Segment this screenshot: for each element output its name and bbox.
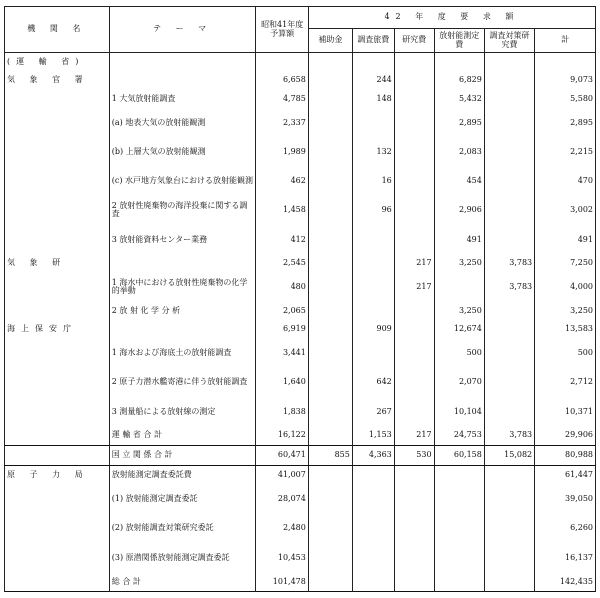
prev-budget-cell: 101,478 bbox=[256, 572, 308, 591]
total-cell: 2,895 bbox=[535, 108, 596, 137]
subsidy-cell bbox=[308, 137, 352, 166]
measurement-cell bbox=[434, 466, 484, 485]
total-cell: 3,002 bbox=[535, 196, 596, 225]
total-cell: 7,250 bbox=[535, 254, 596, 272]
prev-budget-cell: 6,658 bbox=[256, 71, 308, 89]
org-cell bbox=[5, 196, 110, 225]
table-row bbox=[5, 397, 596, 426]
prev-budget-cell: 1,989 bbox=[256, 137, 308, 166]
theme-cell: 1 海水および海底土の放射能調査 bbox=[109, 339, 256, 368]
org-cell: 気 象 研 bbox=[5, 254, 110, 272]
travel-cell bbox=[352, 543, 394, 572]
table-row bbox=[5, 254, 596, 272]
theme-cell: 総 合 計 bbox=[109, 572, 256, 591]
table-row bbox=[5, 302, 596, 320]
investigation-cell bbox=[484, 196, 534, 225]
travel-cell bbox=[352, 339, 394, 368]
measurement-cell: 12,674 bbox=[434, 320, 484, 338]
prev-budget-cell: 2,480 bbox=[256, 514, 308, 543]
total-cell: 2,712 bbox=[535, 368, 596, 397]
investigation-cell bbox=[484, 90, 534, 108]
prev-budget-cell: 1,640 bbox=[256, 368, 308, 397]
total-cell: 80,988 bbox=[535, 445, 596, 466]
travel-cell bbox=[352, 254, 394, 272]
table-row bbox=[5, 108, 596, 137]
theme-cell: (a) 地表大気の放射能観測 bbox=[109, 108, 256, 137]
research-cell bbox=[394, 320, 434, 338]
theme-cell: 放射能測定調査委託費 bbox=[109, 466, 256, 485]
total-cell: 2,215 bbox=[535, 137, 596, 166]
investigation-cell bbox=[484, 53, 534, 72]
subsidy-cell bbox=[308, 466, 352, 485]
header-prev-budget: 昭和41年度予算額 bbox=[256, 7, 308, 53]
header-investigation: 調査対策研究費 bbox=[484, 29, 534, 53]
research-cell bbox=[394, 225, 434, 254]
table-row bbox=[5, 514, 596, 543]
subsidy-cell bbox=[308, 108, 352, 137]
table-row bbox=[5, 466, 596, 485]
theme-cell: 国 立 関 係 合 計 bbox=[109, 445, 256, 466]
table-row bbox=[5, 196, 596, 225]
org-cell bbox=[5, 514, 110, 543]
investigation-cell bbox=[484, 368, 534, 397]
subsidy-cell bbox=[308, 485, 352, 514]
table-row bbox=[5, 485, 596, 514]
research-cell bbox=[394, 485, 434, 514]
measurement-cell bbox=[434, 514, 484, 543]
subsidy-cell bbox=[308, 196, 352, 225]
prev-budget-cell: 1,838 bbox=[256, 397, 308, 426]
research-cell bbox=[394, 572, 434, 591]
measurement-cell bbox=[434, 53, 484, 72]
org-cell: (運 輸 省) bbox=[5, 53, 110, 72]
subsidy-cell bbox=[308, 397, 352, 426]
research-cell bbox=[394, 196, 434, 225]
subsidy-cell bbox=[308, 368, 352, 397]
header-measurement: 放射能測定費 bbox=[434, 29, 484, 53]
theme-cell: 運 輸 省 合 計 bbox=[109, 426, 256, 445]
travel-cell: 244 bbox=[352, 71, 394, 89]
table-row bbox=[5, 572, 596, 591]
subsidy-cell bbox=[308, 254, 352, 272]
measurement-cell: 2,070 bbox=[434, 368, 484, 397]
travel-cell: 16 bbox=[352, 167, 394, 196]
measurement-cell: 10,104 bbox=[434, 397, 484, 426]
prev-budget-cell: 4,785 bbox=[256, 90, 308, 108]
travel-cell: 4,363 bbox=[352, 445, 394, 466]
table-row bbox=[5, 543, 596, 572]
theme-cell bbox=[109, 71, 256, 89]
prev-budget-cell: 2,337 bbox=[256, 108, 308, 137]
measurement-cell bbox=[434, 543, 484, 572]
prev-budget-cell: 3,441 bbox=[256, 339, 308, 368]
measurement-cell: 6,829 bbox=[434, 71, 484, 89]
travel-cell bbox=[352, 273, 394, 302]
total-cell: 10,371 bbox=[535, 397, 596, 426]
subsidy-cell bbox=[308, 543, 352, 572]
theme-cell: (3) 原潜関係放射能測定調査委託 bbox=[109, 543, 256, 572]
theme-cell: (c) 水戸地方気象台における放射能観測 bbox=[109, 167, 256, 196]
theme-cell: (1) 放射能測定調査委託 bbox=[109, 485, 256, 514]
investigation-cell bbox=[484, 137, 534, 166]
research-cell: 530 bbox=[394, 445, 434, 466]
investigation-cell bbox=[484, 514, 534, 543]
total-cell: 5,580 bbox=[535, 90, 596, 108]
investigation-cell bbox=[484, 71, 534, 89]
travel-cell: 267 bbox=[352, 397, 394, 426]
research-cell bbox=[394, 397, 434, 426]
investigation-cell bbox=[484, 339, 534, 368]
measurement-cell bbox=[434, 273, 484, 302]
table-row bbox=[5, 71, 596, 89]
travel-cell: 132 bbox=[352, 137, 394, 166]
investigation-cell bbox=[484, 302, 534, 320]
subsidy-cell: 855 bbox=[308, 445, 352, 466]
table-body bbox=[5, 53, 596, 592]
org-cell bbox=[5, 445, 110, 466]
research-cell bbox=[394, 302, 434, 320]
measurement-cell: 3,250 bbox=[434, 254, 484, 272]
subsidy-cell bbox=[308, 90, 352, 108]
prev-budget-cell bbox=[256, 53, 308, 72]
subsidy-cell bbox=[308, 273, 352, 302]
research-cell: 217 bbox=[394, 254, 434, 272]
org-cell bbox=[5, 426, 110, 445]
org-cell bbox=[5, 108, 110, 137]
org-cell bbox=[5, 572, 110, 591]
investigation-cell: 15,082 bbox=[484, 445, 534, 466]
investigation-cell bbox=[484, 167, 534, 196]
research-cell bbox=[394, 167, 434, 196]
investigation-cell bbox=[484, 572, 534, 591]
total-cell: 491 bbox=[535, 225, 596, 254]
travel-cell: 148 bbox=[352, 90, 394, 108]
table-row bbox=[5, 167, 596, 196]
header-travel: 調査旅費 bbox=[352, 29, 394, 53]
research-cell bbox=[394, 368, 434, 397]
measurement-cell: 24,753 bbox=[434, 426, 484, 445]
investigation-cell: 3,783 bbox=[484, 426, 534, 445]
research-cell: 217 bbox=[394, 426, 434, 445]
subsidy-cell bbox=[308, 514, 352, 543]
table-row bbox=[5, 339, 596, 368]
research-cell bbox=[394, 108, 434, 137]
research-cell bbox=[394, 71, 434, 89]
investigation-cell bbox=[484, 320, 534, 338]
travel-cell: 1,153 bbox=[352, 426, 394, 445]
measurement-cell: 2,906 bbox=[434, 196, 484, 225]
theme-cell: 1 大気放射能調査 bbox=[109, 90, 256, 108]
theme-cell bbox=[109, 320, 256, 338]
investigation-cell bbox=[484, 543, 534, 572]
org-cell bbox=[5, 167, 110, 196]
measurement-cell: 5,432 bbox=[434, 90, 484, 108]
prev-budget-cell: 1,458 bbox=[256, 196, 308, 225]
header-total: 計 bbox=[535, 29, 596, 53]
travel-cell: 96 bbox=[352, 196, 394, 225]
research-cell bbox=[394, 339, 434, 368]
budget-table bbox=[4, 6, 596, 592]
prev-budget-cell: 28,074 bbox=[256, 485, 308, 514]
table-row bbox=[5, 368, 596, 397]
investigation-cell: 3,783 bbox=[484, 254, 534, 272]
subsidy-cell bbox=[308, 53, 352, 72]
investigation-cell bbox=[484, 225, 534, 254]
org-cell bbox=[5, 485, 110, 514]
table-row bbox=[5, 273, 596, 302]
measurement-cell: 60,158 bbox=[434, 445, 484, 466]
header-subsidy: 補助金 bbox=[308, 29, 352, 53]
org-cell: 海上保安庁 bbox=[5, 320, 110, 338]
travel-cell bbox=[352, 302, 394, 320]
org-cell bbox=[5, 397, 110, 426]
research-cell bbox=[394, 466, 434, 485]
measurement-cell bbox=[434, 572, 484, 591]
org-cell bbox=[5, 339, 110, 368]
header-research: 研究費 bbox=[394, 29, 434, 53]
measurement-cell: 454 bbox=[434, 167, 484, 196]
table-row bbox=[5, 445, 596, 466]
org-cell bbox=[5, 225, 110, 254]
theme-cell bbox=[109, 254, 256, 272]
subsidy-cell bbox=[308, 572, 352, 591]
total-cell bbox=[535, 53, 596, 72]
investigation-cell: 3,783 bbox=[484, 273, 534, 302]
travel-cell bbox=[352, 466, 394, 485]
total-cell: 4,000 bbox=[535, 273, 596, 302]
total-cell: 29,906 bbox=[535, 426, 596, 445]
org-cell bbox=[5, 368, 110, 397]
research-cell bbox=[394, 514, 434, 543]
travel-cell bbox=[352, 514, 394, 543]
prev-budget-cell: 2,065 bbox=[256, 302, 308, 320]
prev-budget-cell: 480 bbox=[256, 273, 308, 302]
total-cell: 142,435 bbox=[535, 572, 596, 591]
prev-budget-cell: 10,453 bbox=[256, 543, 308, 572]
theme-cell: 2 放 射 化 学 分 析 bbox=[109, 302, 256, 320]
org-cell: 気 象 官 署 bbox=[5, 71, 110, 89]
total-cell: 6,260 bbox=[535, 514, 596, 543]
prev-budget-cell: 6,919 bbox=[256, 320, 308, 338]
org-cell: 原 子 力 局 bbox=[5, 466, 110, 485]
research-cell bbox=[394, 90, 434, 108]
subsidy-cell bbox=[308, 167, 352, 196]
research-cell bbox=[394, 543, 434, 572]
table-row bbox=[5, 53, 596, 72]
org-cell bbox=[5, 90, 110, 108]
travel-cell bbox=[352, 225, 394, 254]
prev-budget-cell: 412 bbox=[256, 225, 308, 254]
theme-cell: 2 原子力潜水艦寄港に伴う放射能調査 bbox=[109, 368, 256, 397]
travel-cell: 909 bbox=[352, 320, 394, 338]
theme-cell: 3 放射能資料センター業務 bbox=[109, 225, 256, 254]
total-cell: 470 bbox=[535, 167, 596, 196]
subsidy-cell bbox=[308, 71, 352, 89]
investigation-cell bbox=[484, 485, 534, 514]
measurement-cell: 2,083 bbox=[434, 137, 484, 166]
total-cell: 3,250 bbox=[535, 302, 596, 320]
research-cell: 217 bbox=[394, 273, 434, 302]
table-row bbox=[5, 320, 596, 338]
measurement-cell bbox=[434, 485, 484, 514]
investigation-cell bbox=[484, 108, 534, 137]
theme-cell bbox=[109, 53, 256, 72]
table-row bbox=[5, 137, 596, 166]
org-cell bbox=[5, 302, 110, 320]
org-cell bbox=[5, 273, 110, 302]
travel-cell: 642 bbox=[352, 368, 394, 397]
theme-cell: (b) 上層大気の放射能観測 bbox=[109, 137, 256, 166]
table-row bbox=[5, 426, 596, 445]
org-cell bbox=[5, 137, 110, 166]
table-row bbox=[5, 225, 596, 254]
total-cell: 16,137 bbox=[535, 543, 596, 572]
prev-budget-cell: 41,007 bbox=[256, 466, 308, 485]
org-cell bbox=[5, 543, 110, 572]
travel-cell bbox=[352, 485, 394, 514]
theme-cell: 1 海水中における放射性廃棄物の化学的挙動 bbox=[109, 273, 256, 302]
theme-cell: (2) 放射能調査対策研究委託 bbox=[109, 514, 256, 543]
total-cell: 9,073 bbox=[535, 71, 596, 89]
header-org: 機 関 名 bbox=[5, 7, 110, 53]
measurement-cell: 491 bbox=[434, 225, 484, 254]
travel-cell bbox=[352, 572, 394, 591]
header-request-title: 42 年 度 要 求 額 bbox=[308, 7, 595, 29]
prev-budget-cell: 2,545 bbox=[256, 254, 308, 272]
subsidy-cell bbox=[308, 339, 352, 368]
theme-cell: 2 放射性廃棄物の海洋投棄に関する調査 bbox=[109, 196, 256, 225]
measurement-cell: 2,895 bbox=[434, 108, 484, 137]
measurement-cell: 3,250 bbox=[434, 302, 484, 320]
total-cell: 39,050 bbox=[535, 485, 596, 514]
header-theme: テ ー マ bbox=[109, 7, 256, 53]
subsidy-cell bbox=[308, 320, 352, 338]
table-row bbox=[5, 90, 596, 108]
prev-budget-cell: 16,122 bbox=[256, 426, 308, 445]
subsidy-cell bbox=[308, 225, 352, 254]
investigation-cell bbox=[484, 466, 534, 485]
theme-cell: 3 測量船による放射線の測定 bbox=[109, 397, 256, 426]
travel-cell bbox=[352, 53, 394, 72]
prev-budget-cell: 462 bbox=[256, 167, 308, 196]
research-cell bbox=[394, 137, 434, 166]
measurement-cell: 500 bbox=[434, 339, 484, 368]
total-cell: 61,447 bbox=[535, 466, 596, 485]
subsidy-cell bbox=[308, 302, 352, 320]
investigation-cell bbox=[484, 397, 534, 426]
total-cell: 13,583 bbox=[535, 320, 596, 338]
total-cell: 500 bbox=[535, 339, 596, 368]
research-cell bbox=[394, 53, 434, 72]
travel-cell bbox=[352, 108, 394, 137]
subsidy-cell bbox=[308, 426, 352, 445]
prev-budget-cell: 60,471 bbox=[256, 445, 308, 466]
